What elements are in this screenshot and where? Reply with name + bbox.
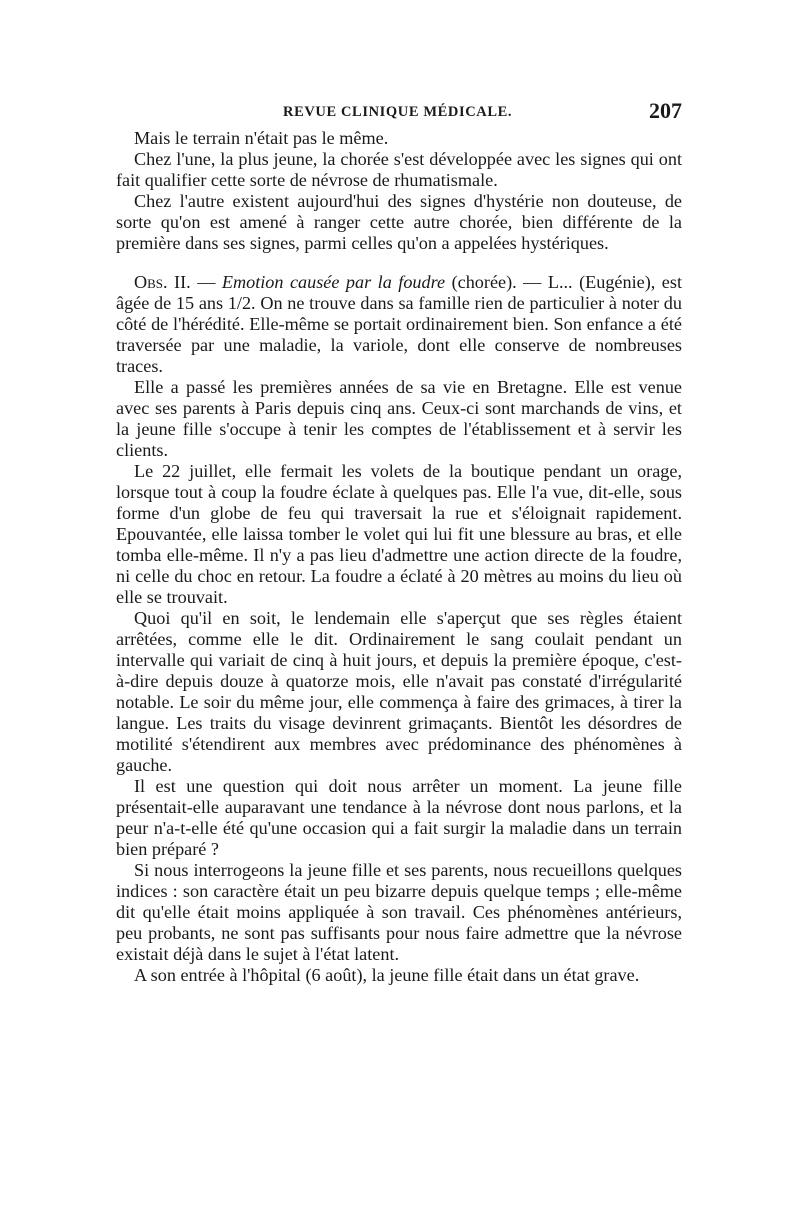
paragraph-8: Il est une question qui doit nous arrêter un moment. La jeune fille présentait-elle auparavant une tendance à la névrose dont nous parlons, et la peur n'a-t-elle été qu'une occasion qui a fait surgir la maladie dans un terrain bien préparé ? (116, 776, 682, 859)
paragraph-5: Elle a passé les premières années de sa vie en Bretagne. Elle est venue avec ses parents à Paris depuis cinq ans. Ceux-ci sont marchands de vins, et la jeune fille s'occupe à tenir les comptes de l'établissement et à servir les clients. (116, 377, 682, 460)
paragraph-2: Chez l'une, la plus jeune, la chorée s'est développée avec les signes qui ont fait qualifier cette sorte de névrose de rhumatismale. (116, 149, 682, 190)
running-head (116, 98, 682, 126)
observation-paragraph (116, 272, 682, 377)
observation-text: (chorée). — L... (Eugénie), est âgée de 15 ans 1/2. On ne trouve dans sa famille rien de particulier à noter du côté de l'hérédité. Elle-même se portait ordinairement bien. Son enfance a été traversée par une maladie, la variole, dont elle conserve de nombreuses traces. (116, 272, 682, 376)
page-number: 207 (649, 98, 682, 123)
paragraph-7: Quoi qu'il en soit, le lendemain elle s'aperçut que ses règles étaient arrêtées, comme elle le dit. Ordinairement le sang coulait pendant un intervalle qui variait de cinq à huit jours, et depuis la première époque, c'est-à-dire depuis douze à quatorze mois, elle n'avait pas constaté d'irrégularité notable. Le soir du même jour, elle commença à faire des grimaces, à tirer la langue. Les traits du visage devinrent grimaçants. Bientôt les désordres de motilité s'étendirent aux membres avec prédominance des phénomènes à gauche. (116, 608, 682, 775)
body-text (116, 128, 682, 986)
running-head-title: REVUE CLINIQUE MÉDICALE. (283, 104, 513, 120)
paragraph-9: Si nous interrogeons la jeune fille et ses parents, nous recueillons quelques indices : son caractère était un peu bizarre depuis quelque temps ; elle-même dit qu'elle était moins appliquée à son travail. Ces phénomènes antérieurs, peu probants, ne sont pas suffisants pour nous faire admettre que la névrose existait déjà dans le sujet à l'état latent. (116, 860, 682, 964)
observation-dash: — (190, 272, 222, 292)
paragraph-1: Mais le terrain n'était pas le même. (134, 128, 389, 148)
observation-title: Emotion causée par la foudre (221, 272, 446, 292)
observation-label: Obs. II. (134, 272, 191, 292)
paragraph-10: A son entrée à l'hôpital (6 août), la jeune fille était dans un état grave. (134, 965, 640, 985)
paragraph-6: Le 22 juillet, elle fermait les volets de la boutique pendant un orage, lorsque tout à coup la foudre éclate à quelques pas. Elle l'a vue, dit-elle, sous forme d'un globe de feu qui traversait la rue et s'éloignait rapidement. Epouvantée, elle laissa tomber le volet qui lui fit une blessure au bras, et elle tomba elle-même. Il n'y a pas lieu d'admettre une action directe de la foudre, ni celle du choc en retour. La foudre a éclaté à 20 mètres au moins du lieu où elle se trouvait. (116, 461, 682, 607)
paragraph-3: Chez l'autre existent aujourd'hui des signes d'hystérie non douteuse, de sorte qu'on est amené à ranger cette autre chorée, bien différente de la première dans ses signes, parmi celles qu'on a appelées hystériques. (116, 191, 682, 253)
